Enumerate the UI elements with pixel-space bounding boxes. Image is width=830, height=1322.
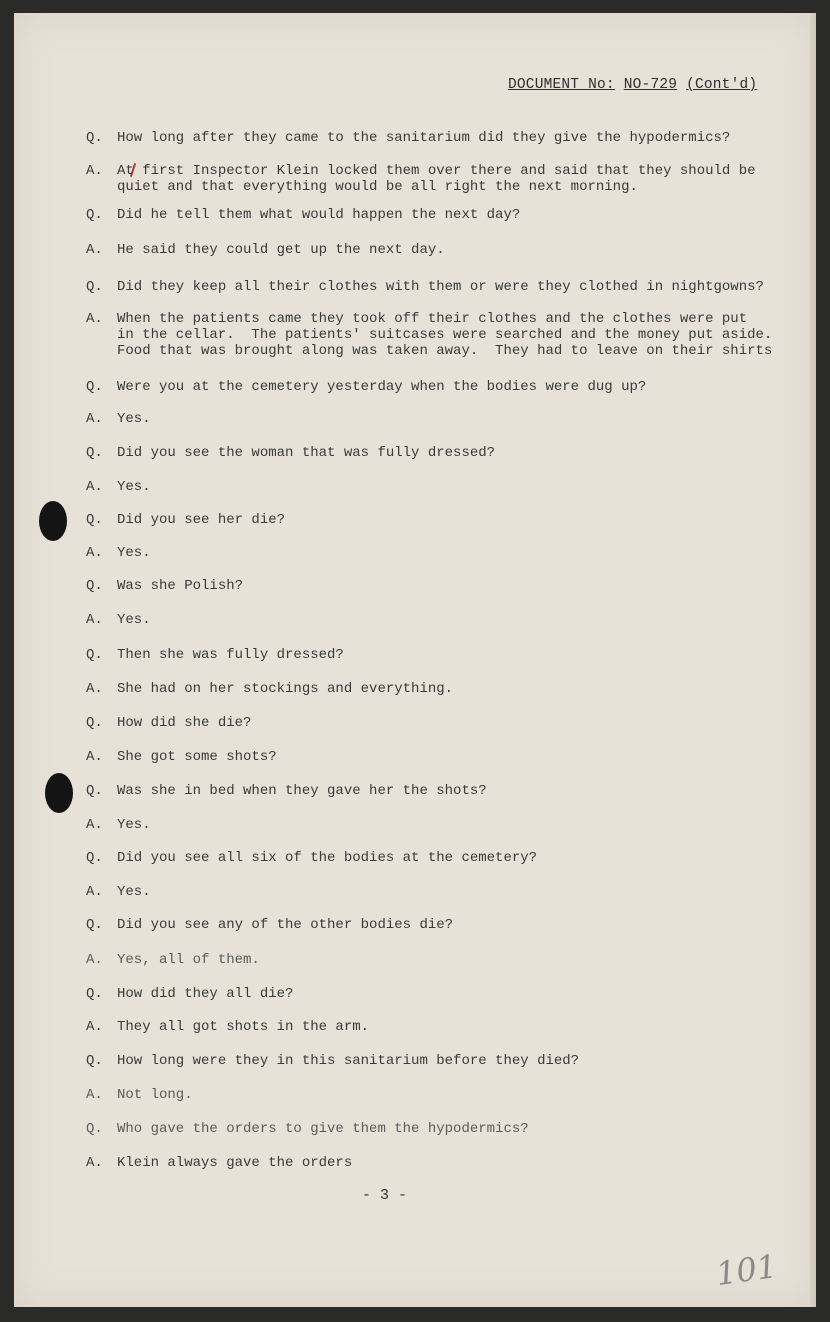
question-label: Q.	[86, 986, 103, 1002]
question-label: Q.	[86, 783, 103, 799]
punch-hole	[39, 501, 67, 541]
question-text: How long were they in this sanitarium before they died?	[117, 1053, 580, 1069]
answer-label: A.	[86, 749, 103, 765]
answer-text: Yes.	[117, 545, 151, 561]
page-number: - 3 -	[362, 1187, 408, 1204]
question-text: Then she was fully dressed?	[117, 647, 344, 663]
question-text: Did you see all six of the bodies at the cemetery?	[117, 850, 538, 866]
question-text: Did you see her die?	[117, 512, 286, 528]
question-label: Q.	[86, 1121, 103, 1137]
question-label: Q.	[86, 647, 103, 663]
answer-text: She had on her stockings and everything.	[117, 681, 454, 697]
answer-text: Yes, all of them.	[117, 952, 260, 968]
answer-label: A.	[86, 681, 103, 697]
punch-hole	[45, 773, 73, 813]
question-label: Q.	[86, 850, 103, 866]
question-label: Q.	[86, 578, 103, 594]
answer-text: Yes.	[117, 884, 151, 900]
document-page	[14, 13, 816, 1307]
answer-text: Yes.	[117, 612, 151, 628]
question-text: Who gave the orders to give them the hypodermics?	[117, 1121, 529, 1137]
question-label: Q.	[86, 512, 103, 528]
question-label: Q.	[86, 279, 103, 295]
answer-text: At first Inspector Klein locked them over there and said that they should be quiet and that everything would be all right the next morning.	[117, 163, 756, 195]
handwritten-page-number: 101	[713, 1246, 780, 1294]
question-text: Did you see the woman that was fully dressed?	[117, 445, 496, 461]
header-label: DOCUMENT No:	[508, 77, 615, 93]
answer-label: A.	[86, 411, 103, 427]
question-label: Q.	[86, 130, 103, 146]
answer-text: Yes.	[117, 817, 151, 833]
document-header	[508, 77, 757, 93]
question-text: Was she in bed when they gave her the shots?	[117, 783, 487, 799]
answer-text: Not long.	[117, 1087, 193, 1103]
answer-text: He said they could get up the next day.	[117, 242, 445, 258]
question-text: How did she die?	[117, 715, 252, 731]
question-text: How long after they came to the sanitarium did they give the hypodermics?	[117, 130, 731, 146]
header-number: NO-729	[623, 77, 678, 93]
question-label: Q.	[86, 1053, 103, 1069]
answer-label: A.	[86, 311, 103, 327]
paper-edge	[810, 13, 816, 1307]
answer-label: A.	[86, 952, 103, 968]
question-text: Did they keep all their clothes with them or were they clothed in nightgowns?	[117, 279, 764, 295]
answer-label: A.	[86, 163, 103, 179]
question-label: Q.	[86, 207, 103, 223]
answer-text: Klein always gave the orders	[117, 1155, 353, 1171]
question-text: Did you see any of the other bodies die?	[117, 917, 454, 933]
question-label: Q.	[86, 445, 103, 461]
answer-text: She got some shots?	[117, 749, 277, 765]
answer-label: A.	[86, 612, 103, 628]
question-label: Q.	[86, 715, 103, 731]
question-label: Q.	[86, 917, 103, 933]
answer-text: Yes.	[117, 479, 151, 495]
answer-text: Yes.	[117, 411, 151, 427]
answer-label: A.	[86, 545, 103, 561]
answer-label: A.	[86, 479, 103, 495]
answer-label: A.	[86, 1155, 103, 1171]
question-text: How did they all die?	[117, 986, 294, 1002]
answer-label: A.	[86, 242, 103, 258]
answer-label: A.	[86, 1087, 103, 1103]
question-text: Was she Polish?	[117, 578, 244, 594]
answer-label: A.	[86, 817, 103, 833]
answer-label: A.	[86, 884, 103, 900]
question-text: Did he tell them what would happen the next day?	[117, 207, 521, 223]
answer-text: When the patients came they took off their clothes and the clothes were put in the cellar. The patients' suitcases were searched and the money put aside. Food that was brought along was taken away. They had to leave on their shirts	[117, 311, 773, 359]
answer-text: They all got shots in the arm.	[117, 1019, 370, 1035]
answer-label: A.	[86, 1019, 103, 1035]
header-suffix: (Cont'd)	[686, 77, 758, 93]
question-label: Q.	[86, 379, 103, 395]
question-text: Were you at the cemetery yesterday when the bodies were dug up?	[117, 379, 647, 395]
